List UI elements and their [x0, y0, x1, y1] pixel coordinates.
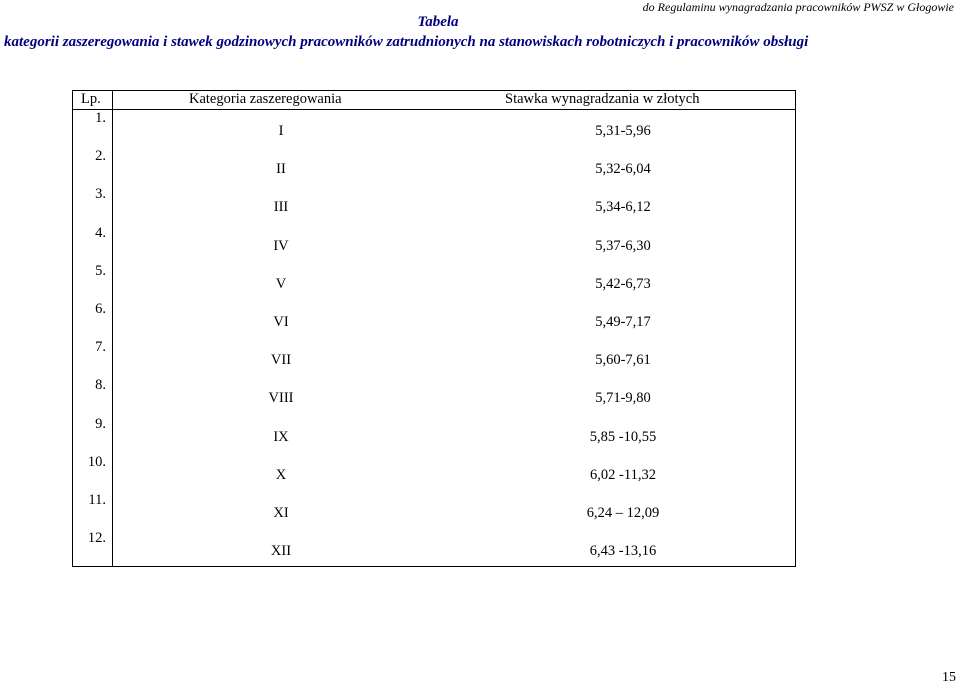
table-row	[73, 225, 795, 263]
table-row	[73, 148, 795, 186]
cell-category: VIII	[268, 390, 294, 407]
cell-lp: 8.	[95, 377, 106, 394]
cell-rate: 6,02 -11,32	[590, 466, 656, 483]
cell-category: I	[278, 123, 284, 139]
cell-lp: 6.	[95, 300, 106, 317]
cell-rate: 5,37-6,30	[595, 237, 651, 254]
header-lp: Lp.	[81, 91, 101, 107]
cell-lp: 10.	[87, 453, 106, 470]
document-subtitle: kategorii zaszeregowania i stawek godzinowych pracowników zatrudnionych na stanowiskach robotniczych i pracowników obsługi	[4, 34, 809, 50]
cell-category: VII	[270, 352, 292, 369]
table-body	[73, 110, 795, 568]
cell-rate: 6,43 -13,16	[589, 543, 657, 560]
cell-lp: 7.	[95, 339, 106, 356]
cell-rate: 5,71-9,80	[595, 390, 651, 407]
table-row	[73, 454, 795, 492]
document-title: Tabela	[417, 14, 459, 30]
cell-rate: 5,49-7,17	[595, 313, 651, 330]
cell-category: III	[273, 199, 289, 216]
cell-rate: 5,32-6,04	[595, 161, 651, 178]
table-row	[73, 186, 795, 224]
table-row	[73, 530, 795, 568]
cell-category: XI	[273, 504, 289, 521]
table-row	[73, 110, 795, 148]
cell-category: IX	[273, 428, 289, 445]
table-row	[73, 416, 795, 454]
cell-rate: 5,42-6,73	[595, 275, 651, 292]
cell-lp: 12.	[87, 530, 106, 547]
table-row	[73, 377, 795, 415]
cell-lp: 4.	[95, 224, 106, 241]
table-row	[73, 492, 795, 530]
cell-category: IV	[273, 237, 289, 254]
cell-category: X	[275, 466, 287, 483]
table-header	[73, 91, 795, 110]
header-category: Kategoria zaszeregowania	[189, 91, 342, 107]
cell-rate: 5,34-6,12	[595, 199, 651, 216]
rate-table	[72, 90, 796, 567]
page-number: 15	[942, 670, 956, 685]
cell-rate: 5,60-7,61	[595, 352, 651, 369]
cell-rate: 6,24 – 12,09	[586, 504, 660, 521]
cell-lp: 11.	[88, 491, 106, 508]
cell-category: II	[276, 161, 286, 178]
table-row	[73, 339, 795, 377]
cell-rate: 5,31-5,96	[595, 123, 651, 139]
cell-category: VI	[273, 313, 289, 330]
cell-lp: 1.	[95, 110, 106, 126]
cell-category: XII	[270, 543, 292, 560]
cell-lp: 5.	[95, 262, 106, 279]
table-row	[73, 301, 795, 339]
cell-rate: 5,85 -10,55	[589, 428, 657, 445]
cell-lp: 2.	[95, 148, 106, 165]
cell-category: V	[275, 275, 287, 292]
table-row	[73, 263, 795, 301]
cell-lp: 3.	[95, 186, 106, 203]
header-reference: do Regulaminu wynagradzania pracowników PWSZ w Głogowie	[642, 0, 954, 14]
header-rate: Stawka wynagradzania w złotych	[505, 91, 700, 107]
cell-lp: 9.	[95, 415, 106, 432]
